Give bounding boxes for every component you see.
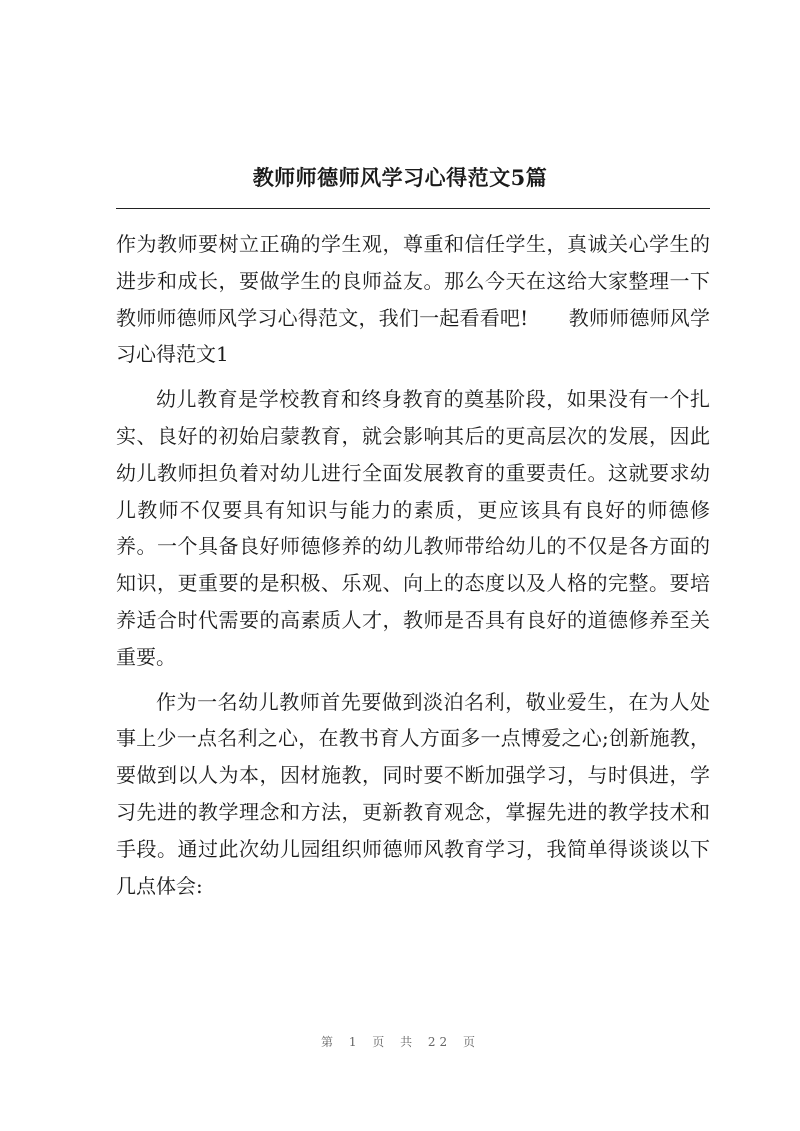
document-title: 教师师德师风学习心得范文5篇: [252, 165, 548, 190]
paragraph-3: 作为一名幼儿教师首先要做到淡泊名利，敬业爱生，在为人处事上少一点名利之心，在教书育人方面多一点博爱之心;创新施教，要做到以人为本，因材施教，同时要不断加强学习，与时俱进，学习先进的教学理念和方法，更新教育观念，掌握先进的教学技术和手段。通过此次幼儿园组织师德师风教育学习，我简单得谈谈以下几点体会:: [116, 689, 710, 898]
paragraph-2: 幼儿教育是学校教育和终身教育的奠基阶段，如果没有一个扎实、良好的初始启蒙教育，就会影响其后的更高层次的发展，因此幼儿教师担负着对幼儿进行全面发展教育的重要责任。这就要求幼儿教师不仅要具有知识与能力的素质，更应该具有良好的师德修养。一个具备良好师德修养的幼儿教师带给幼儿的不仅是各方面的知识，更重要的是积极、乐观、向上的态度以及人格的完整。要培养适合时代需要的高素质人才，教师是否具有良好的道德修养至关重要。: [116, 387, 710, 669]
paragraph-intro: 作为教师要树立正确的学生观，尊重和信任学生，真诚关心学生的进步和成长，要做学生的良师益友。那么今天在这给大家整理一下教师师德师风学习心得范文，我们一起看看吧! 教师师德师风学习心得范文1: [116, 232, 710, 367]
document-body: [116, 226, 710, 904]
page-number-footer: 第 1 页 共 22 页: [321, 1035, 479, 1049]
title-underline: [116, 208, 710, 209]
